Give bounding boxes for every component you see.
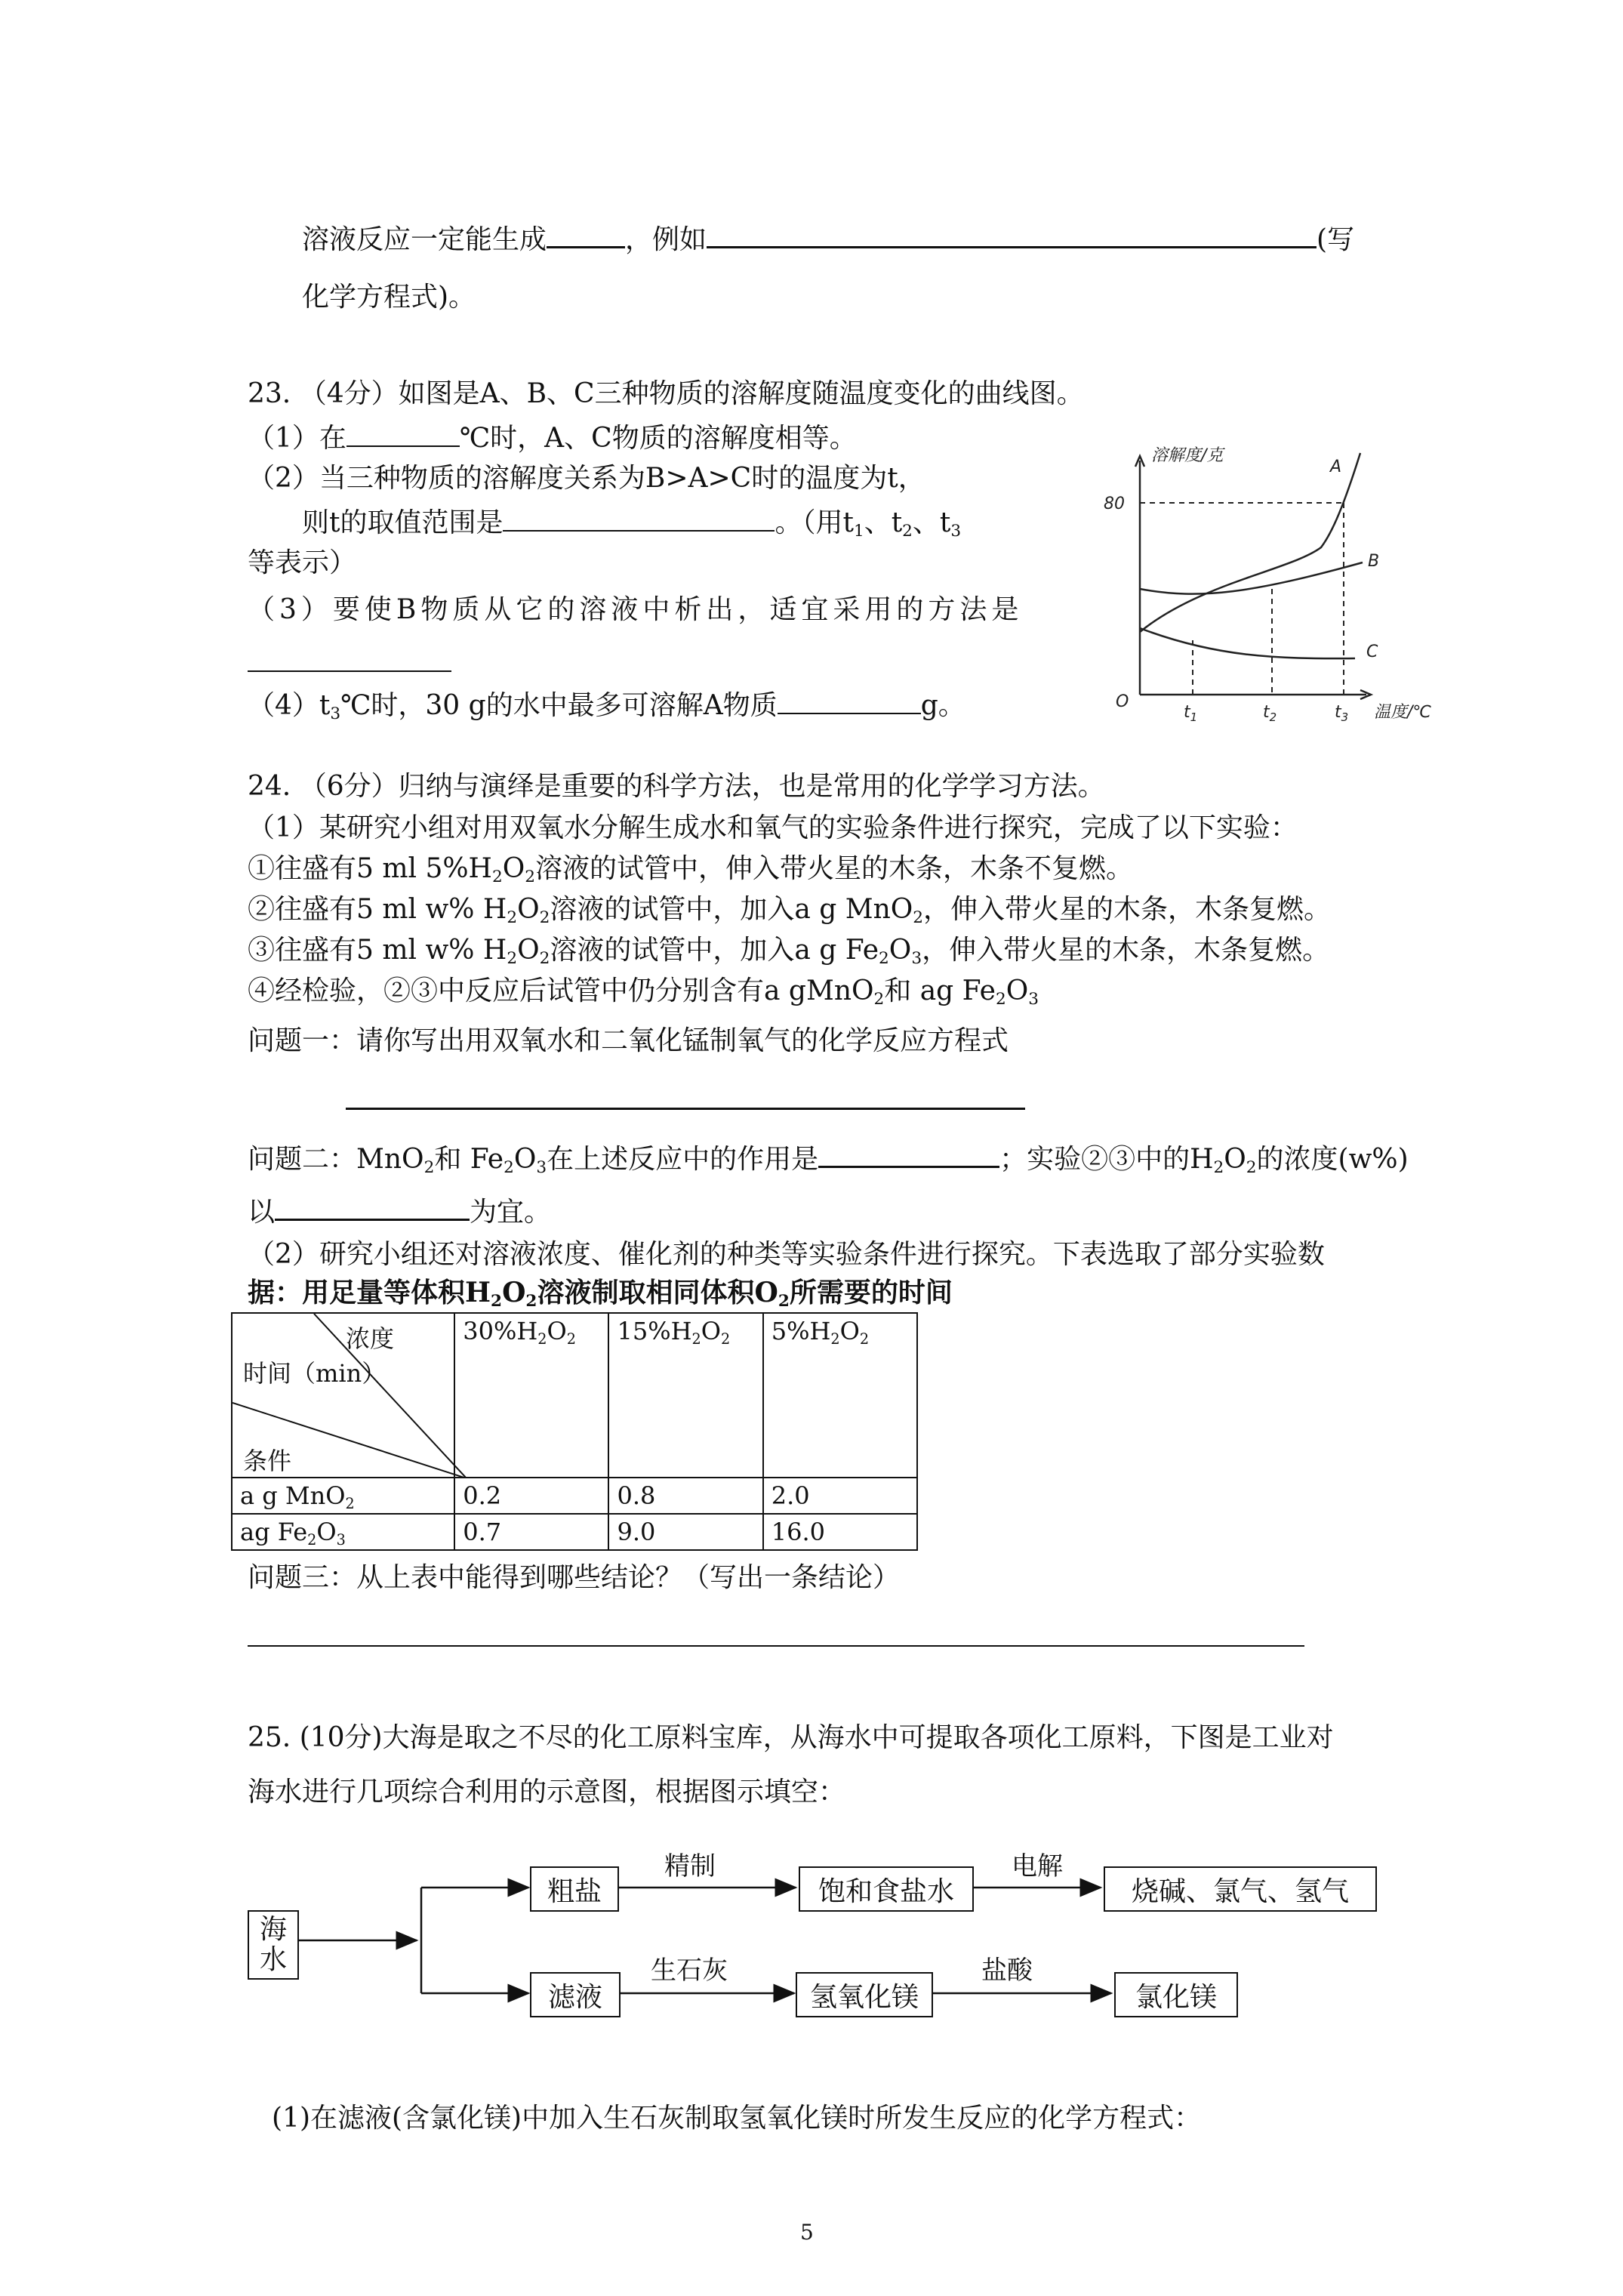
graph-label-c: C (1366, 643, 1378, 661)
curve-b (1140, 562, 1363, 594)
q25-question1: (1)在滤液(含氯化镁)中加入生石灰制取氢氧化镁时所发生反应的化学方程式： (272, 2103, 1202, 2134)
answer-line[interactable] (248, 1645, 1304, 1647)
flow-box-brine: 饱和食盐水 (799, 1866, 974, 1912)
table-cell: 0.7 (454, 1514, 608, 1550)
page-number: 5 (800, 2220, 814, 2245)
q23-part3: （3）要使B物质从它的溶液中析出，适宜采用的方法是 (248, 594, 1024, 625)
table-cell: 9.0 (608, 1514, 762, 1550)
answer-blank[interactable] (778, 687, 921, 714)
q23-part2-line2: 则t的取值范围是 。（用$t_1$、$t_2$、$t_3$ (302, 504, 961, 540)
table-cell: 0.2 (454, 1478, 608, 1514)
curve-a (1140, 453, 1360, 632)
q23-part2-line3: 等表示） (248, 547, 357, 578)
graph-tick-t2: $t_2$ (1263, 703, 1277, 724)
q23-part4: $(4)t_3℃$时，30 g的水中最多可溶解A物质 g。 (248, 687, 965, 723)
solubility-graph (1087, 438, 1457, 740)
graph-tick-t3: $t_3$ (1335, 703, 1349, 724)
flow-label-refine: 精制 (664, 1851, 716, 1881)
table-header-cell: $15\%H_2O_2$ (608, 1313, 762, 1478)
answer-blank[interactable] (707, 220, 1317, 248)
q24-title: 24. （6分）归纳与演绎是重要的科学方法，也是常用的化学学习方法。 (248, 771, 1105, 802)
q24-question2: 问题二：MnO$_2$和 $Fe_2O_3$在上述反应中的作用是 ；实验②③中的$H_2O_2$的浓度(w%) (248, 1140, 1409, 1176)
flow-label-electrolysis: 电解 (1012, 1851, 1063, 1881)
q24-question2-line2: 以 为宜。 (248, 1193, 551, 1229)
flow-box-mgoh: 氢氧化镁 (796, 1972, 933, 2017)
corner-bottom-label: 条件 (243, 1447, 292, 1475)
flow-box-filtrate: 滤液 (530, 1972, 621, 2017)
q24-part2-line2: 据：用足量等体积$H_2O_2$溶液制取相同体积$O_2$所需要的时间 (248, 1277, 953, 1311)
q24-exp3: ③往盛有5 ml w% $H_2O_2$溶液的试管中，加入a g $Fe_2O_3$，伸入带火星的木条，木条复燃。 (248, 935, 1330, 968)
table-row (232, 1514, 917, 1550)
flow-box-crude-salt: 粗盐 (530, 1866, 619, 1912)
q24-exp1: ①往盛有5 ml $5\%H_2O_2$溶液的试管中，伸入带火星的木条，木条不复燃。 (248, 853, 1133, 886)
q24-question1: 问题一：请你写出用双氧水和二氧化锰制氧气的化学反应方程式 (248, 1025, 1009, 1056)
flow-label-quicklime: 生石灰 (651, 1955, 728, 1986)
q24-exp4: ④经检验，②③中反应后试管中仍分别含有a gMnO$_2$和 ag $Fe_2O_3$ (248, 975, 1039, 1009)
q23-part2-line1: （2）当三种物质的溶解度关系为B>A>C时的温度为t， (248, 463, 925, 494)
q22-line2: 化学方程式)。 (302, 282, 476, 313)
table-cell-condition: a g MnO$_2$ (232, 1478, 454, 1514)
q23-part1: （1）在 ℃时，A、C物质的溶解度相等。 (248, 420, 857, 455)
q24-part2: （2）研究小组还对溶液浓度、催化剂的种类等实验条件进行探究。下表选取了部分实验数 (248, 1239, 1325, 1270)
table-cell-condition: ag $Fe_2O_3$ (232, 1514, 454, 1550)
flow-box-mgcl: 氯化镁 (1114, 1972, 1238, 2017)
graph-label-a: A (1330, 458, 1342, 476)
graph-origin: O (1116, 692, 1129, 711)
graph-ylabel: 溶解度/克 (1151, 446, 1224, 465)
q25-title-line2: 海水进行几项综合利用的示意图，根据图示填空： (248, 1777, 846, 1808)
table-header-cell: $5\%H_2O_2$ (763, 1313, 917, 1478)
answer-blank[interactable] (547, 220, 625, 248)
experiment-table (231, 1312, 918, 1551)
flow-box-products: 烧碱、氯气、氢气 (1104, 1866, 1377, 1912)
curve-c (1140, 628, 1355, 658)
answer-blank[interactable] (818, 1140, 999, 1168)
graph-tick-t1: $t_1$ (1184, 703, 1198, 724)
q22-line1: 溶液反应一定能生成 ，例如 (写 (302, 220, 1354, 257)
table-cell: 2.0 (763, 1478, 917, 1514)
answer-blank[interactable] (346, 420, 460, 447)
answer-line[interactable] (248, 670, 451, 672)
flow-box-seawater: 海水 (248, 1910, 299, 1980)
table-header-row (232, 1313, 917, 1478)
q24-part1: （1）某研究小组对用双氧水分解生成水和氧气的实验条件进行探究，完成了以下实验： (248, 812, 1298, 843)
q24-question3: 问题三：从上表中能得到哪些结论？（写出一条结论） (248, 1562, 901, 1593)
table-corner-cell (232, 1313, 454, 1478)
table-cell: 0.8 (608, 1478, 762, 1514)
table-row (232, 1478, 917, 1514)
table-header-cell: $30\%H_2O_2$ (454, 1313, 608, 1478)
graph-label-b: B (1368, 552, 1380, 571)
graph-xlabel: 温度/℃ (1374, 703, 1432, 722)
corner-mid-label: 时间（min） (243, 1359, 387, 1388)
answer-blank[interactable] (503, 504, 775, 532)
corner-top-label: 浓度 (346, 1324, 395, 1353)
answer-line[interactable] (346, 1108, 1025, 1110)
q23-title: 23. （4分）如图是A、B、C三种物质的溶解度随温度变化的曲线图。 (248, 378, 1084, 409)
flow-label-hcl: 盐酸 (981, 1955, 1033, 1986)
graph-tick-80: 80 (1104, 495, 1125, 513)
q25-title-line1: 25. (10分)大海是取之不尽的化工原料宝库，从海水中可提取各项化工原料，下图是工业对 (248, 1722, 1334, 1753)
answer-blank[interactable] (275, 1193, 470, 1221)
table-cell: 16.0 (763, 1514, 917, 1550)
q24-exp2: ②往盛有5 ml w% $H_2O_2$溶液的试管中，加入a g MnO$_2$，伸入带火星的木条，木条复燃。 (248, 894, 1332, 927)
